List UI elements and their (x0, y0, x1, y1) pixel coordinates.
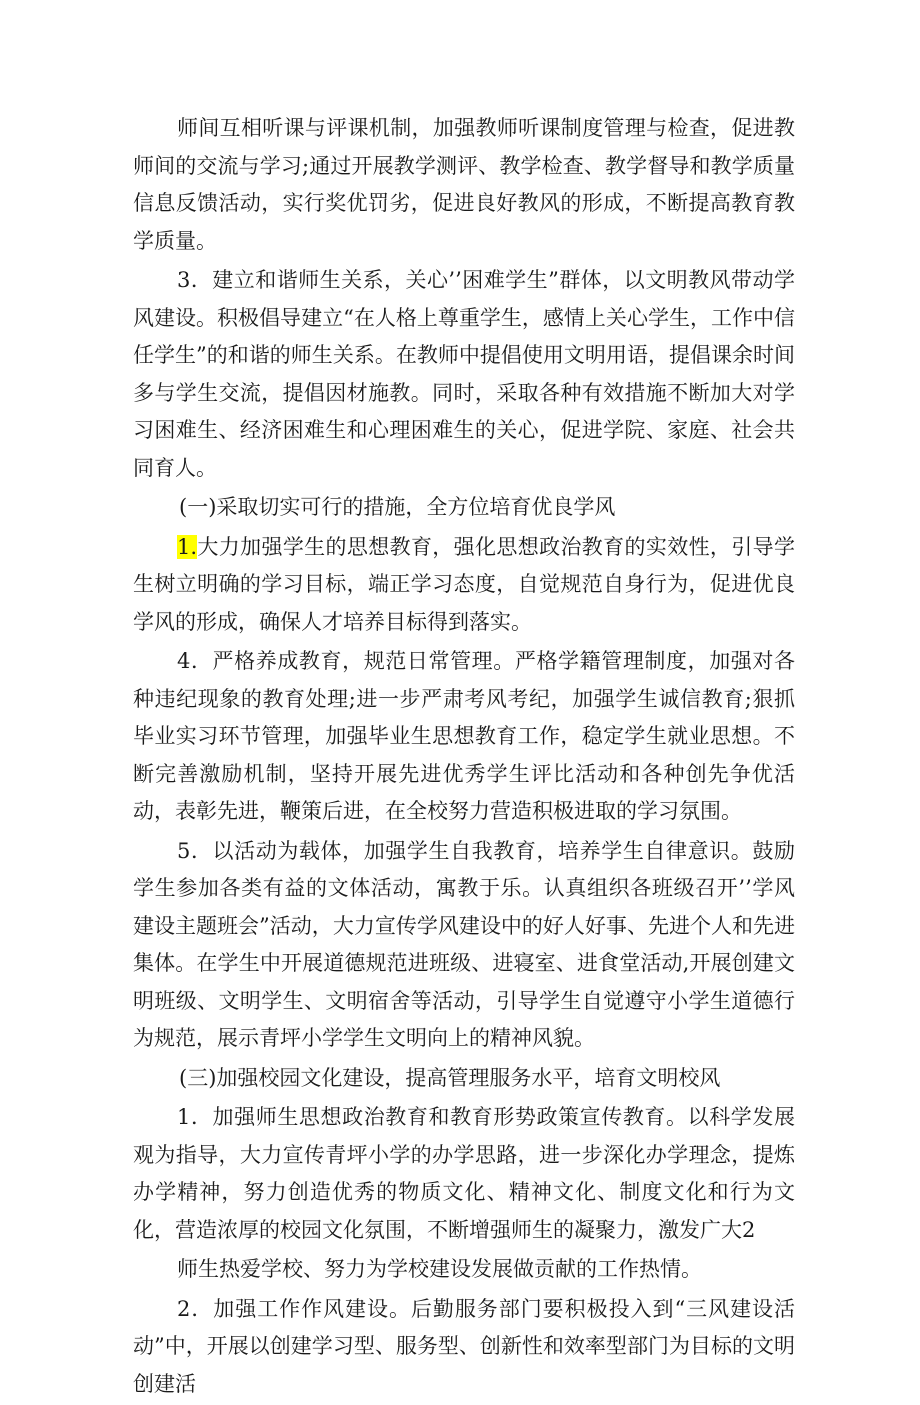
paragraph-continuation: 师生热爱学校、努力为学校建设发展做贡献的工作热情。 (177, 1257, 702, 1281)
paragraph-teacher-student-relations: 3．建立和谐师生关系，关心’’困难学生”群体，以文明教风带动学风建设。积极倡导建立“在人格上尊重学生，感情上关心学生，工作中信任学生”的和谐的师生关系。在教师中提倡使用文明用语，提倡课余时间多与学生交流，提倡因材施教。同时，采取各种有效措施不断加大对学习困难生、经济困难生和心理困难生的关心，促进学院、家庭、社会共同育人。 (133, 268, 795, 480)
paragraph-work-style: 2．加强工作作风建设。后勤服务部门要积极投入到“三风建设活动”中，开展以创建学习型、服务型、创新性和效率型部门为目标的文明创建活 (133, 1296, 795, 1396)
paragraph-activities: 5．以活动为载体，加强学生自我教育，培养学生自律意识。鼓励学生参加各类有益的文体活动，寓教于乐。认真组织各班级召开’’学风建设主题班会”活动，大力宣传学风建设中的好人好事、先进个人和先进集体。在学生中开展道德规范进班级、进寝室、进食堂活动,开展创建文明班级、文明学生、文明宿舍等活动，引导学生自觉遵守小学生道德行为规范，展示青坪小学学生文明向上的精神风貌。 (133, 838, 795, 1050)
paragraph-teacher-evaluation: 师间互相听课与评课机制，加强教师听课制度管理与检查，促进教师间的交流与学习;通过开展教学测评、教学检查、教学督导和教学质量信息反馈活动，实行奖优罚劣，促进良好教风的形成，不断提高教育教学质量。 (133, 116, 795, 253)
section-heading-campus-culture: (三)加强校园文化建设，提高管理服务水平，培育文明校风 (179, 1065, 721, 1090)
document-body (133, 110, 795, 1405)
paragraph-daily-management: 4．严格养成教育，规范日常管理。严格学籍管理制度，加强对各种违纪现象的教育处理;进一步严肃考风考纪，加强学生诚信教育;狠抓毕业实习环节管理，加强毕业生思想教育工作，稳定学生就业思想。不断完善激励机制，坚持开展先进优秀学生评比活动和各种创先争优活动，表彰先进，鞭策后进，在全校努力营造积极进取的学习氛围。 (133, 649, 795, 823)
highlighted-item-number: 1. (177, 534, 198, 559)
paragraph-text: 大力加强学生的思想教育，强化思想政治教育的实效性，引导学生树立明确的学习目标，端正学习态度，自觉规范自身行为，促进优良学风的形成，确保人才培养目标得到落实。 (133, 534, 795, 634)
paragraph-political-education: 1．加强师生思想政治教育和教育形势政策宣传教育。以科学发展观为指导，大力宣传青坪小学的办学思路，进一步深化办学理念，提炼办学精神，努力创造优秀的物质文化、精神文化、制度文化和行为文化，营造浓厚的校园文化氛围，不断增强师生的凝聚力，激发广大2 (133, 1105, 795, 1242)
section-heading-study-style: (一)采取切实可行的措施，全方位培育优良学风 (179, 495, 616, 519)
paragraph-ideological-education (133, 529, 795, 642)
